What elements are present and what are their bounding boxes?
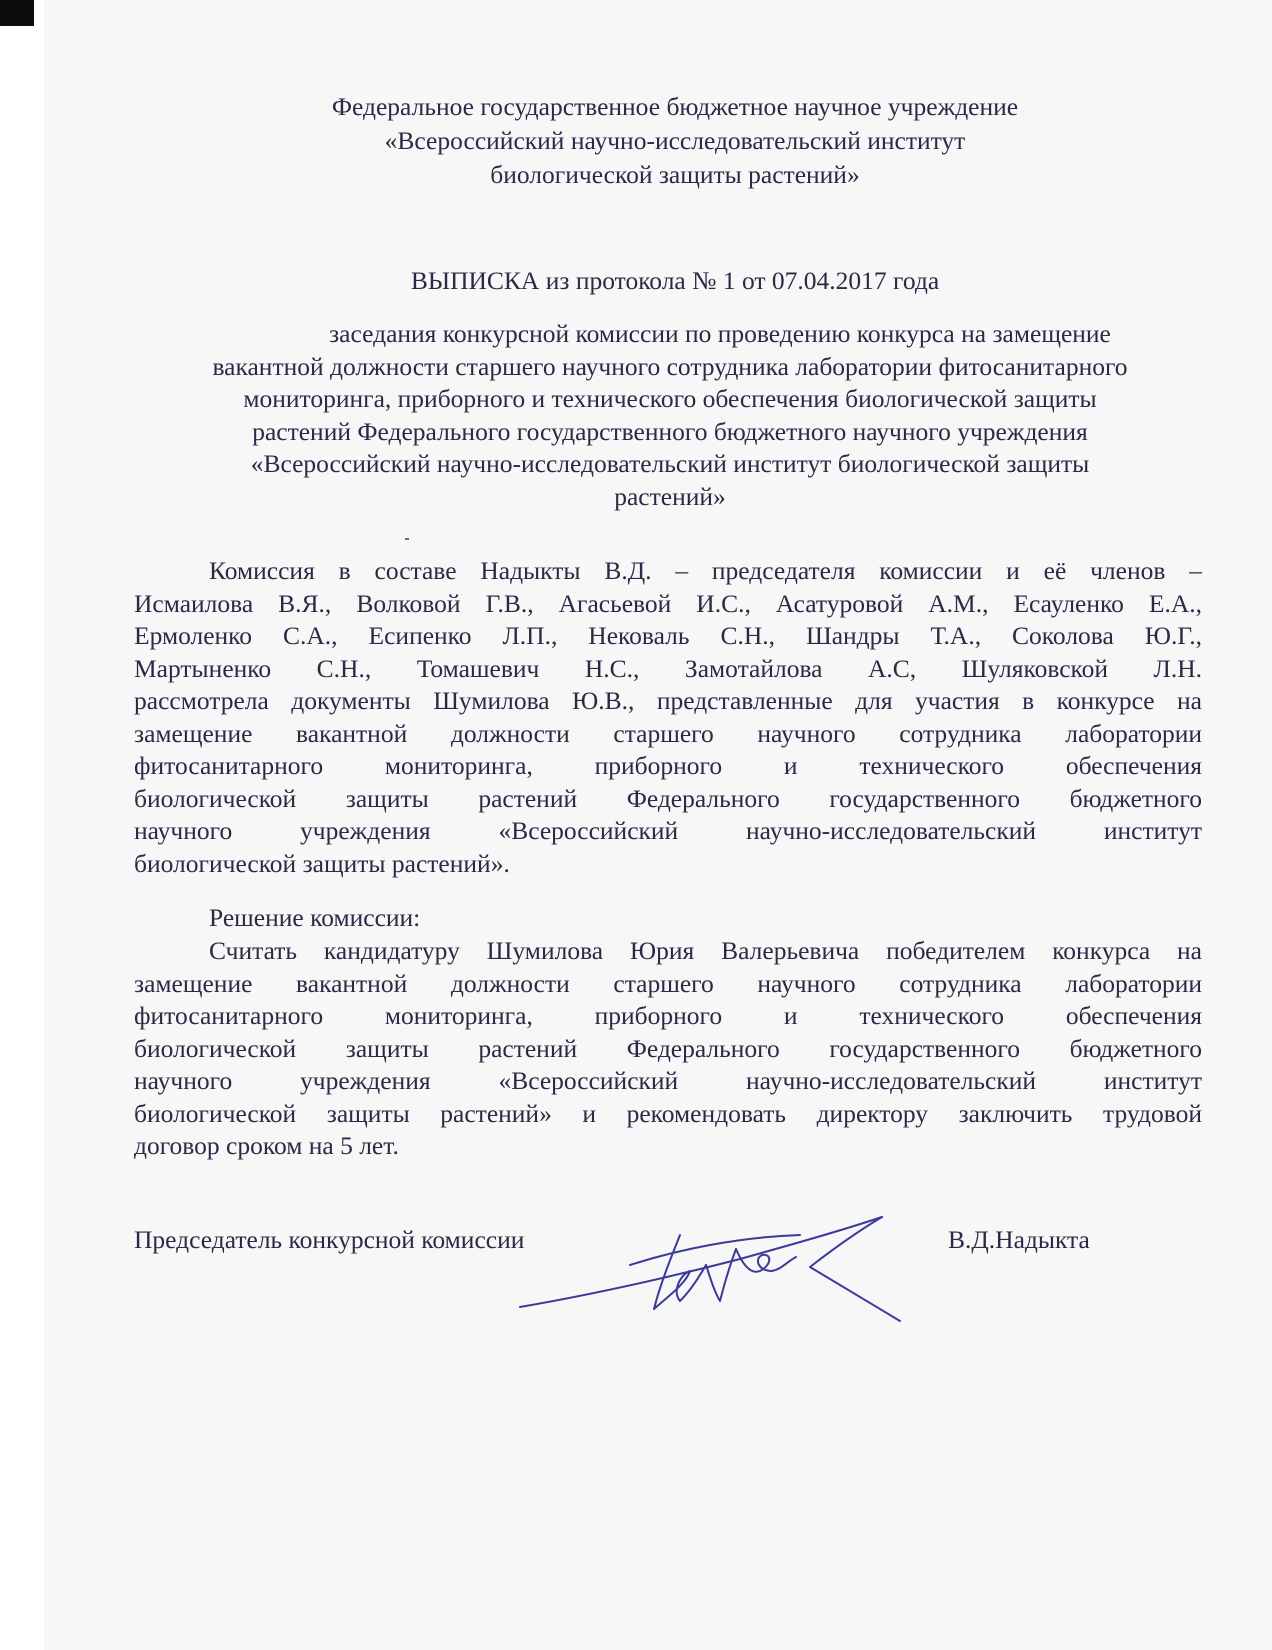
paragraph-line: научного учреждения «Всероссийский научно-исследовательский институт <box>134 1066 1202 1095</box>
paragraph-line: биологической защиты растений Федерального государственного бюджетного <box>134 1033 1202 1063</box>
commission-paragraph <box>134 555 1202 880</box>
paragraph-line: биологической защиты растений». <box>134 848 510 878</box>
document-subject <box>135 318 1205 513</box>
paragraph-line: Считать кандидатуру Шумилова Юрия Валерьевича победителем конкурса на <box>209 936 1202 965</box>
stray-mark <box>405 538 409 540</box>
subject-line: заседания конкурсной комиссии по проведению конкурса на замещение <box>329 319 1111 348</box>
header-line: «Всероссийский научно-исследовательский институт <box>384 126 966 155</box>
signatory-name: В.Д.Надыкта <box>948 1225 1090 1254</box>
subject-line: растений» <box>614 481 726 511</box>
subject-line: «Всероссийский научно-исследовательский институт биологической защиты <box>250 449 1090 478</box>
scan-margin <box>0 0 44 1650</box>
decision-label: Решение комиссии: <box>209 903 421 932</box>
paragraph-line: научного учреждения «Всероссийский научно-исследовательский институт <box>134 816 1202 845</box>
paragraph-line: рассмотрела документы Шумилова Ю.В., представленные для участия в конкурсе на <box>134 686 1202 715</box>
header-line: биологической защиты растений» <box>490 160 860 189</box>
paragraph-line: фитосанитарного мониторинга, приборного и технического обеспечения <box>134 751 1202 780</box>
header-line: Федеральное государственное бюджетное научное учреждение <box>331 92 1019 121</box>
subject-line: растений Федерального государственного бюджетного научного учреждения <box>252 416 1088 446</box>
handwritten-signature <box>510 1205 920 1325</box>
organization-header <box>150 90 1200 192</box>
signatory-role: Председатель конкурсной комиссии <box>134 1225 525 1254</box>
scan-corner-mark <box>0 0 34 26</box>
paragraph-line: Ермоленко С.А., Есипенко Л.П., Нековаль С.Н., Шандры Т.А., Соколова Ю.Г., <box>134 621 1202 650</box>
paragraph-line: Мартыненко С.Н., Томашевич Н.С., Замотайлова А.С, Шуляковской Л.Н. <box>134 653 1202 683</box>
paragraph-line: Комиссия в составе Надыкты В.Д. – председателя комиссии и её членов – <box>209 556 1202 585</box>
subject-line: вакантной должности старшего научного сотрудника лаборатории фитосанитарного <box>212 351 1128 381</box>
paragraph-line: замещение вакантной должности старшего научного сотрудника лаборатории <box>134 718 1202 748</box>
paragraph-line: фитосанитарного мониторинга, приборного и технического обеспечения <box>134 1001 1202 1030</box>
decision-paragraph <box>134 935 1202 1163</box>
paragraph-line: биологической защиты растений Федерального государственного бюджетного <box>134 783 1202 813</box>
document-title: ВЫПИСКА из протокола № 1 от 07.04.2017 года <box>410 266 940 295</box>
paragraph-line: замещение вакантной должности старшего научного сотрудника лаборатории <box>134 968 1202 998</box>
paragraph-line: Исмаилова В.Я., Волковой Г.В., Агасьевой И.С., Асатуровой А.М., Есауленко Е.А., <box>134 588 1202 618</box>
paragraph-line: договор сроком на 5 лет. <box>134 1131 399 1160</box>
paragraph-line: биологической защиты растений» и рекомендовать директору заключить трудовой <box>134 1098 1202 1128</box>
subject-line: мониторинга, приборного и технического обеспечения биологической защиты <box>243 384 1097 413</box>
